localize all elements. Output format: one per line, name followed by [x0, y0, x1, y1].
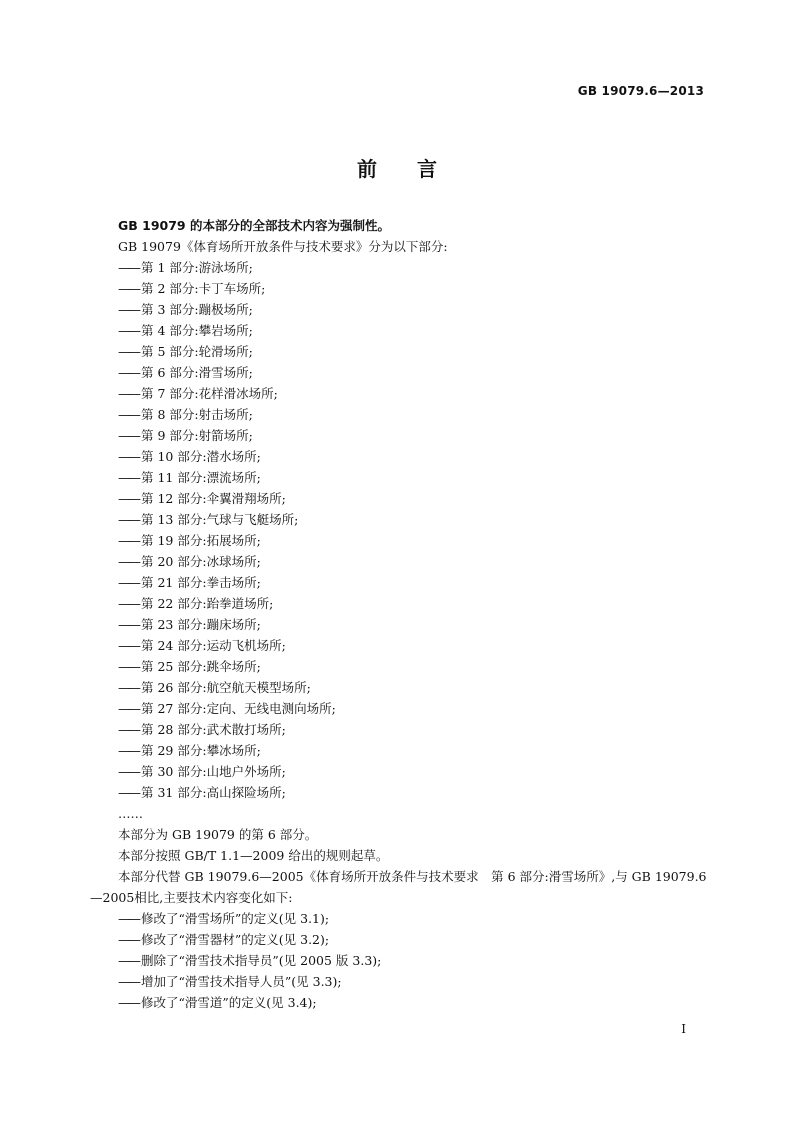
change-item [90, 971, 710, 992]
part-item-text: 第 19 部分:拓展场所; [141, 533, 261, 548]
dash-marker: —— [118, 470, 139, 485]
change-item [90, 992, 710, 1013]
dash-marker: —— [118, 722, 139, 737]
part-item [90, 404, 710, 425]
this-part-statement: 本部分为 GB 19079 的第 6 部分。 [118, 827, 318, 842]
part-item [90, 572, 710, 593]
change-item [90, 929, 710, 950]
part-item [90, 656, 710, 677]
part-item-text: 第 30 部分:山地户外场所; [141, 764, 286, 779]
change-item-text: 增加了“滑雪技术指导人员”(见 3.3); [141, 974, 342, 989]
part-item [90, 509, 710, 530]
part-item-text: 第 20 部分:冰球场所; [141, 554, 261, 569]
part-item [90, 782, 710, 803]
replaces-paragraph: 本部分代替 GB 19079.6—2005《体育场所开放条件与技术要求 第 6 部分:滑雪场所》,与 GB 19079.6—2005相比,主要技术内容变化如下: [90, 869, 707, 905]
part-item-text: 第 26 部分:航空航天模型场所; [141, 680, 311, 695]
foreword-body [90, 215, 710, 1013]
part-item [90, 719, 710, 740]
part-item [90, 614, 710, 635]
page-title: 前言 [357, 157, 477, 181]
part-item [90, 320, 710, 341]
part-item-text: 第 25 部分:跳伞场所; [141, 659, 261, 674]
dash-marker: —— [118, 680, 139, 695]
part-item [90, 761, 710, 782]
changes-list [90, 908, 710, 1013]
dash-marker: —— [118, 428, 139, 443]
part-item [90, 551, 710, 572]
part-item-text: 第 28 部分:武术散打场所; [141, 722, 286, 737]
dash-marker: —— [118, 911, 139, 926]
change-item-text: 修改了“滑雪场所”的定义(见 3.1); [141, 911, 330, 926]
dash-marker: —— [118, 617, 139, 632]
part-item [90, 488, 710, 509]
part-item-text: 第 12 部分:伞翼滑翔场所; [141, 491, 286, 506]
part-item [90, 446, 710, 467]
part-item-text: 第 11 部分:漂流场所; [141, 470, 261, 485]
part-item [90, 740, 710, 761]
part-item-text: 第 4 部分:攀岩场所; [141, 323, 253, 338]
dash-marker: —— [118, 638, 139, 653]
dash-marker: —— [118, 449, 139, 464]
part-item-text: 第 10 部分:潜水场所; [141, 449, 261, 464]
dash-marker: —— [118, 932, 139, 947]
mandatory-statement: GB 19079 的本部分的全部技术内容为强制性。 [118, 218, 390, 233]
part-item-text: 第 2 部分:卡丁车场所; [141, 281, 266, 296]
part-item [90, 341, 710, 362]
part-item-text: 第 27 部分:定向、无线电测向场所; [141, 701, 336, 716]
dash-marker: —— [118, 575, 139, 590]
part-item [90, 362, 710, 383]
part-item-text: 第 31 部分:高山探险场所; [141, 785, 286, 800]
part-item-text: 第 13 部分:气球与飞艇场所; [141, 512, 299, 527]
dash-marker: —— [118, 365, 139, 380]
dash-marker: —— [118, 323, 139, 338]
part-item-text: 第 5 部分:轮滑场所; [141, 344, 253, 359]
part-item-text: 第 29 部分:攀冰场所; [141, 743, 261, 758]
dash-marker: —— [118, 344, 139, 359]
change-item [90, 950, 710, 971]
dash-marker: —— [118, 785, 139, 800]
dash-marker: —— [118, 701, 139, 716]
change-item-text: 删除了“滑雪技术指导员”(见 2005 版 3.3); [141, 953, 382, 968]
part-item [90, 425, 710, 446]
part-item [90, 635, 710, 656]
part-item-text: 第 3 部分:蹦极场所; [141, 302, 253, 317]
change-item-text: 修改了“滑雪道”的定义(见 3.4); [141, 995, 317, 1010]
dash-marker: —— [118, 659, 139, 674]
parts-intro: GB 19079《体育场所开放条件与技术要求》分为以下部分: [118, 239, 448, 254]
dash-marker: —— [118, 260, 139, 275]
part-item-text: 第 8 部分:射击场所; [141, 407, 253, 422]
standard-number: GB 19079.6—2013 [577, 84, 704, 98]
part-item [90, 257, 710, 278]
part-item [90, 593, 710, 614]
part-item-text: 第 7 部分:花样滑冰场所; [141, 386, 278, 401]
part-item-text: 第 22 部分:跆拳道场所; [141, 596, 274, 611]
ellipsis: …… [118, 806, 143, 821]
dash-marker: —— [118, 974, 139, 989]
part-item-text: 第 6 部分:滑雪场所; [141, 365, 253, 380]
dash-marker: —— [118, 512, 139, 527]
part-item-text: 第 9 部分:射箭场所; [141, 428, 253, 443]
dash-marker: —— [118, 953, 139, 968]
part-item [90, 299, 710, 320]
parts-list [90, 257, 710, 803]
part-item-text: 第 23 部分:蹦床场所; [141, 617, 261, 632]
dash-marker: —— [118, 491, 139, 506]
part-item [90, 467, 710, 488]
change-item [90, 908, 710, 929]
part-item [90, 698, 710, 719]
part-item-text: 第 1 部分:游泳场所; [141, 260, 253, 275]
dash-marker: —— [118, 302, 139, 317]
part-item [90, 677, 710, 698]
dash-marker: —— [118, 995, 139, 1010]
dash-marker: —— [118, 281, 139, 296]
dash-marker: —— [118, 407, 139, 422]
part-item-text: 第 21 部分:拳击场所; [141, 575, 261, 590]
part-item [90, 383, 710, 404]
page-number: I [681, 1022, 686, 1036]
drafting-rules: 本部分按照 GB/T 1.1—2009 给出的规则起草。 [118, 848, 389, 863]
dash-marker: —— [118, 743, 139, 758]
part-item-text: 第 24 部分:运动飞机场所; [141, 638, 286, 653]
change-item-text: 修改了“滑雪器材”的定义(见 3.2); [141, 932, 330, 947]
dash-marker: —— [118, 533, 139, 548]
part-item [90, 530, 710, 551]
part-item [90, 278, 710, 299]
dash-marker: —— [118, 596, 139, 611]
dash-marker: —— [118, 764, 139, 779]
dash-marker: —— [118, 386, 139, 401]
dash-marker: —— [118, 554, 139, 569]
